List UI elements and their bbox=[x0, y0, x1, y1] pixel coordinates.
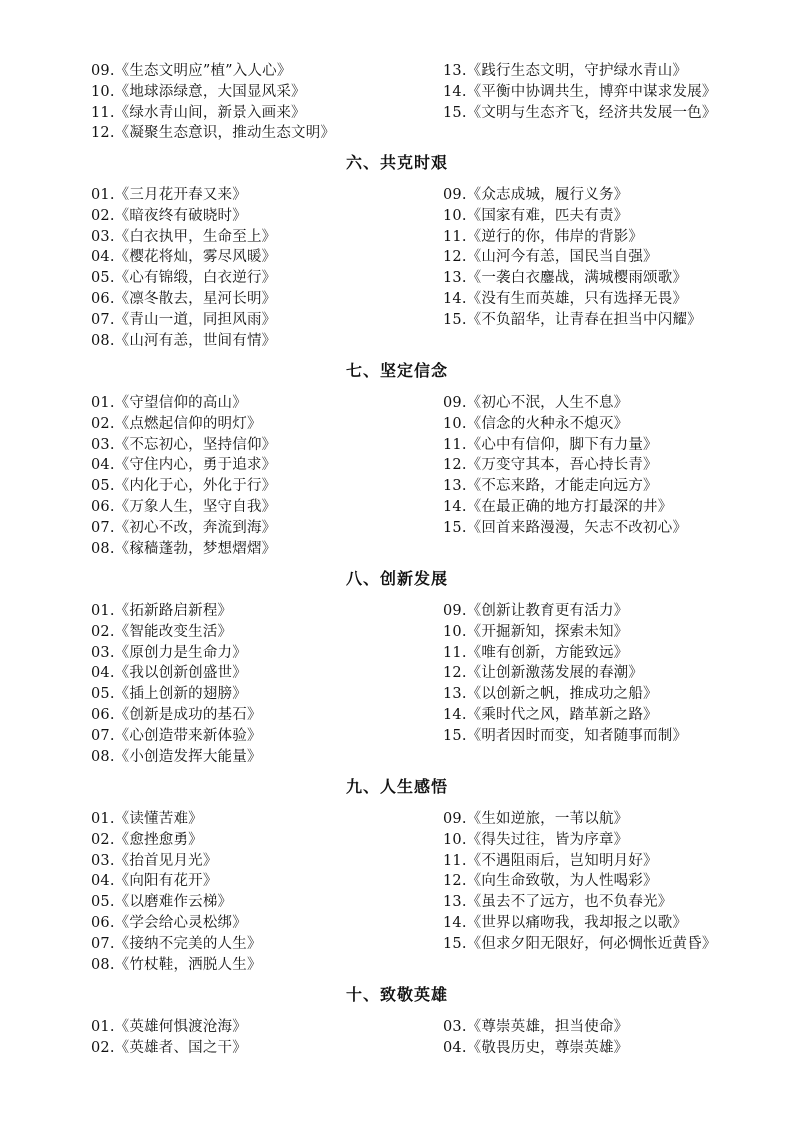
title-item: 03.《白衣执甲，生命至上》 bbox=[91, 228, 277, 245]
title-item: 08.《小创造发挥大能量》 bbox=[91, 748, 262, 765]
title-item: 06.《学会给心灵松绑》 bbox=[91, 914, 247, 931]
title-column-left bbox=[91, 393, 276, 559]
title-item: 13.《一袭白衣鏖战，满城樱雨颂歌》 bbox=[443, 270, 688, 287]
title-item: 15.《但求夕阳无限好，何必惆怅近黄昏》 bbox=[443, 935, 717, 952]
title-column-left bbox=[91, 61, 335, 144]
title-item: 09.《生如逆旅，一苇以航》 bbox=[443, 811, 629, 827]
title-item: 05.《以磨难作云梯》 bbox=[91, 894, 233, 911]
title-item: 01.《守望信仰的高山》 bbox=[91, 395, 247, 411]
title-item: 15.《明者因时而变，知者随事而制》 bbox=[443, 727, 688, 744]
title-item: 12.《万变守其本，吾心持长青》 bbox=[443, 457, 658, 474]
title-item: 14.《世界以痛吻我，我却报之以歌》 bbox=[443, 914, 688, 931]
title-item: 10.《开掘新知，探索未知》 bbox=[443, 623, 629, 640]
section-heading: 八、创新发展 bbox=[345, 569, 448, 588]
title-item: 09.《创新让教育更有活力》 bbox=[443, 603, 629, 619]
title-item: 12.《向生命致敬，为人性喝彩》 bbox=[443, 873, 658, 890]
title-item: 04.《守住内心，勇于追求》 bbox=[91, 457, 277, 474]
title-column-right bbox=[443, 601, 687, 747]
title-item: 14.《在最正确的地方打最深的井》 bbox=[443, 498, 673, 515]
title-item: 06.《凛冬散去，星河长明》 bbox=[91, 290, 277, 307]
title-column-right bbox=[443, 809, 717, 955]
title-item: 14.《平衡中协调共生，博弈中谋求发展》 bbox=[443, 83, 717, 100]
title-item: 10.《地球添绿意，大国显风采》 bbox=[91, 83, 306, 100]
section-heading: 九、人生感悟 bbox=[345, 777, 448, 796]
title-column-left bbox=[91, 185, 276, 351]
title-item: 04.《我以创新创盛世》 bbox=[91, 665, 247, 682]
title-item: 10.《得失过往，皆为序章》 bbox=[443, 831, 629, 848]
title-item: 03.《尊崇英雄，担当使命》 bbox=[443, 1019, 629, 1035]
title-item: 03.《不忘初心，坚持信仰》 bbox=[91, 436, 277, 453]
title-item: 07.《青山一道，同担风雨》 bbox=[91, 311, 277, 328]
title-item: 10.《国家有难，匹夫有责》 bbox=[443, 207, 629, 224]
title-item: 01.《三月花开春又来》 bbox=[91, 187, 247, 203]
title-item: 03.《抬首见月光》 bbox=[91, 852, 218, 869]
title-item: 02.《智能改变生活》 bbox=[91, 623, 233, 640]
title-item: 11.《唯有创新，方能致远》 bbox=[443, 644, 629, 661]
title-item: 03.《原创力是生命力》 bbox=[91, 644, 247, 661]
section-heading: 十、致敬英雄 bbox=[345, 985, 448, 1004]
title-item: 07.《心创造带来新体验》 bbox=[91, 727, 262, 744]
section-heading: 七、坚定信念 bbox=[345, 361, 448, 380]
title-item: 09.《初心不泯，人生不息》 bbox=[443, 395, 629, 411]
title-item: 02.《暗夜终有破晓时》 bbox=[91, 207, 247, 224]
title-item: 12.《凝聚生态意识，推动生态文明》 bbox=[91, 125, 336, 142]
title-item: 13.《虽去不了远方，也不负春光》 bbox=[443, 894, 673, 911]
title-item: 11.《逆行的你，伟岸的背影》 bbox=[443, 228, 644, 245]
title-item: 10.《信念的火种永不熄灭》 bbox=[443, 415, 629, 432]
title-item: 05.《心有锦缎，白衣逆行》 bbox=[91, 270, 277, 287]
title-item: 04.《敬畏历史，尊崇英雄》 bbox=[443, 1039, 629, 1056]
section-heading: 六、共克时艰 bbox=[345, 153, 448, 172]
title-item: 15.《文明与生态齐飞，经济共发展一色》 bbox=[443, 104, 717, 121]
title-item: 13.《践行生态文明，守护绿水青山》 bbox=[443, 63, 688, 79]
title-column-right bbox=[443, 1017, 628, 1059]
title-item: 07.《接纳不完美的人生》 bbox=[91, 935, 262, 952]
title-item: 13.《以创新之帆，推成功之船》 bbox=[443, 686, 658, 703]
title-column-right bbox=[443, 61, 717, 123]
title-column-left bbox=[91, 1017, 247, 1059]
title-item: 08.《竹杖鞋，洒脱人生》 bbox=[91, 956, 262, 973]
title-item: 06.《创新是成功的基石》 bbox=[91, 706, 262, 723]
title-item: 11.《心中有信仰，脚下有力量》 bbox=[443, 436, 658, 453]
title-item: 01.《英雄何惧渡沧海》 bbox=[91, 1019, 247, 1035]
title-item: 01.《读懂苦难》 bbox=[91, 811, 203, 827]
title-column-left bbox=[91, 601, 262, 767]
title-item: 02.《愈挫愈勇》 bbox=[91, 831, 203, 848]
title-item: 05.《插上创新的翅膀》 bbox=[91, 686, 247, 703]
title-column-left bbox=[91, 809, 262, 975]
title-item: 01.《拓新路启新程》 bbox=[91, 603, 233, 619]
title-item: 06.《万象人生，坚守自我》 bbox=[91, 498, 277, 515]
title-item: 08.《稼穑蓬勃，梦想熠熠》 bbox=[91, 540, 277, 557]
title-item: 07.《初心不改，奔流到海》 bbox=[91, 519, 277, 536]
title-item: 12.《山河今有恙，国民当自强》 bbox=[443, 249, 658, 266]
title-column-right bbox=[443, 185, 702, 331]
title-item: 15.《不负韶华，让青春在担当中闪耀》 bbox=[443, 311, 702, 328]
title-item: 04.《樱花将灿，雾尽风暖》 bbox=[91, 249, 277, 266]
title-column-right bbox=[443, 393, 687, 539]
title-item: 13.《不忘来路，才能走向远方》 bbox=[443, 478, 658, 495]
title-item: 15.《回首来路漫漫，矢志不改初心》 bbox=[443, 519, 688, 536]
title-item: 05.《内化于心，外化于行》 bbox=[91, 478, 277, 495]
title-item: 14.《没有生而英雄，只有选择无畏》 bbox=[443, 290, 688, 307]
title-item: 09.《生态文明应”植”入人心》 bbox=[91, 63, 292, 79]
title-item: 11.《不遇阻雨后，岂知明月好》 bbox=[443, 852, 658, 869]
title-item: 02.《点燃起信仰的明灯》 bbox=[91, 415, 262, 432]
title-item: 02.《英雄者、国之干》 bbox=[91, 1039, 247, 1056]
title-item: 12.《让创新激荡发展的春潮》 bbox=[443, 665, 644, 682]
title-item: 09.《众志成城，履行义务》 bbox=[443, 187, 629, 203]
title-item: 08.《山河有恙，世间有情》 bbox=[91, 332, 277, 349]
title-item: 14.《乘时代之风，踏革新之路》 bbox=[443, 706, 658, 723]
title-item: 11.《绿水青山间，新景入画来》 bbox=[91, 104, 306, 121]
title-item: 04.《向阳有花开》 bbox=[91, 873, 218, 890]
